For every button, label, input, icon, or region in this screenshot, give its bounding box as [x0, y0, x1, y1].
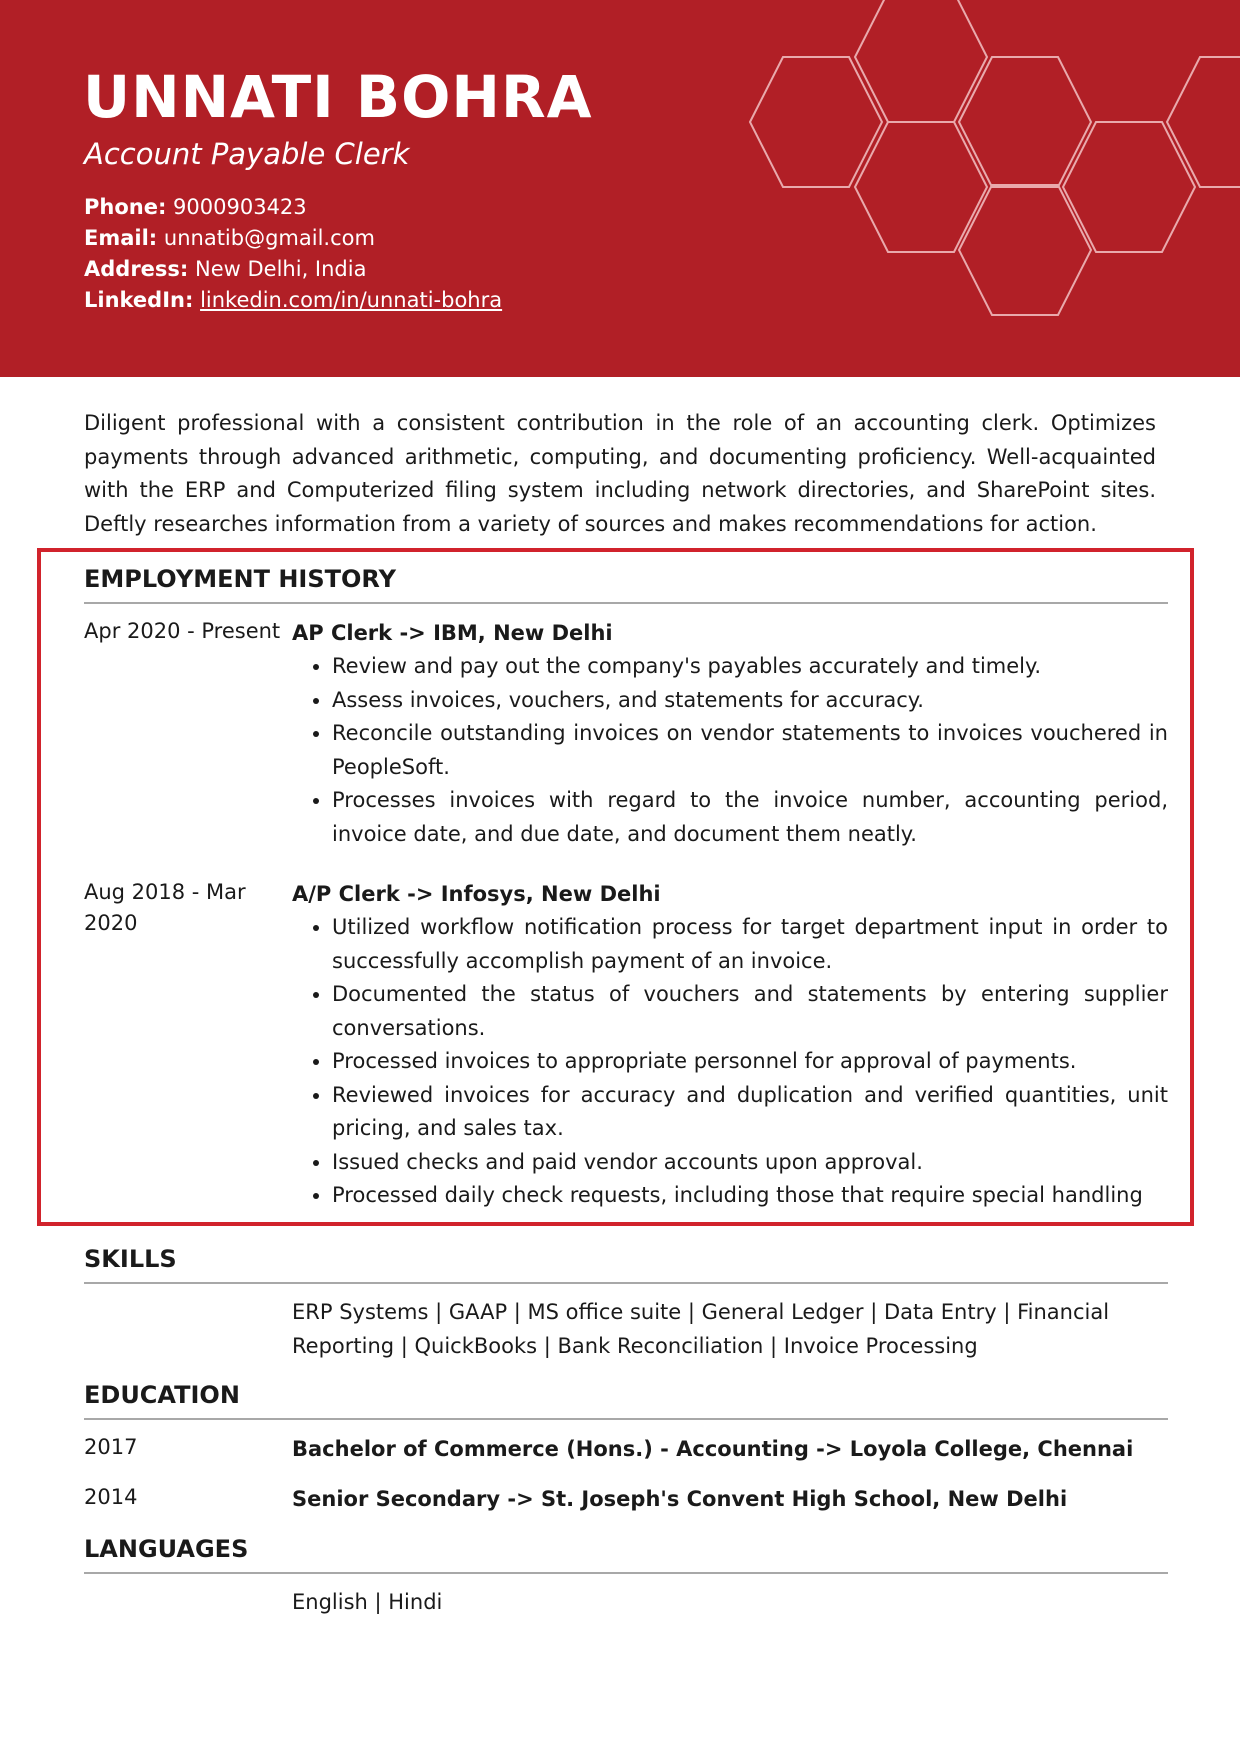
- job-dates: Apr 2020 - Present: [84, 619, 281, 643]
- job-duties-list: [292, 650, 1168, 851]
- education-degree: Senior Secondary -> St. Joseph's Convent High School, New Delhi: [292, 1487, 1068, 1511]
- skills-row: [84, 1296, 1168, 1363]
- languages-row: [84, 1586, 1168, 1620]
- email-label: Email:: [84, 226, 158, 250]
- phone-value: 9000903423: [173, 195, 307, 219]
- contact-phone: [84, 192, 502, 223]
- phone-label: Phone:: [84, 195, 167, 219]
- education-entry: [84, 1482, 1168, 1516]
- languages-section: [84, 1532, 1168, 1620]
- list-item: • Processed invoices to appropriate personnel for approval of payments.: [332, 1045, 1168, 1079]
- contact-email: [84, 223, 502, 254]
- profile-summary: Diligent professional with a consistent contribution in the role of an accounting clerk. Optimizes payments through advanced arithmetic, computing, and documenting proficiency. Well-acquainted with the ERP and Computerized filing system including network directories, and SharePoint sites. Deftly researches information from a variety of sources and makes recommendations for action.: [84, 411, 1156, 536]
- contact-info: [84, 192, 502, 316]
- job-title-company: AP Clerk -> IBM, New Delhi: [292, 621, 613, 645]
- list-item: • Issued checks and paid vendor accounts upon approval.: [332, 1146, 1168, 1180]
- employment-heading: EMPLOYMENT HISTORY: [84, 562, 1168, 604]
- skills-heading: SKILLS: [84, 1242, 1168, 1284]
- list-item: • Utilized workflow notification process for target department input in order to successfully accomplish payment of an invoice.: [332, 911, 1168, 978]
- resume-header: [0, 0, 1240, 377]
- job-title: Account Payable Clerk: [84, 137, 410, 171]
- job-entry: [84, 616, 1168, 851]
- list-item: • Processes invoices with regard to the invoice number, accounting period, invoice date, and due date, and document them neatly.: [332, 784, 1168, 851]
- address-label: Address:: [84, 257, 189, 281]
- list-item: • Reviewed invoices for accuracy and duplication and verified quantities, unit pricing, and sales tax.: [332, 1079, 1168, 1146]
- education-section: [84, 1378, 1168, 1516]
- job-title-company: A/P Clerk -> Infosys, New Delhi: [292, 882, 661, 906]
- list-item: • Processed daily check requests, including those that require special handling: [332, 1179, 1168, 1213]
- education-year: 2017: [84, 1435, 138, 1459]
- linkedin-label: LinkedIn:: [84, 288, 194, 312]
- education-entry: [84, 1432, 1168, 1466]
- list-item: • Review and pay out the company's payables accurately and timely.: [332, 650, 1168, 684]
- candidate-name: UNNATI BOHRA: [83, 63, 593, 131]
- list-item: • Documented the status of vouchers and statements by entering supplier conversations.: [332, 978, 1168, 1045]
- education-heading: EDUCATION: [84, 1378, 1168, 1420]
- job-duties-list: [292, 911, 1168, 1213]
- skills-section: [84, 1242, 1168, 1363]
- education-degree: Bachelor of Commerce (Hons.) - Accounting -> Loyola College, Chennai: [292, 1437, 1134, 1461]
- job-dates: Aug 2018 - Mar 2020: [84, 880, 246, 935]
- skills-list: ERP Systems | GAAP | MS office suite | General Ledger | Data Entry | Financial Reporting | QuickBooks | Bank Reconciliation | Invoice Processing: [292, 1300, 1110, 1358]
- hexagon-pattern-icon: [740, 0, 1240, 320]
- contact-linkedin: [84, 285, 502, 316]
- linkedin-link[interactable]: linkedin.com/in/unnati-bohra: [200, 288, 503, 312]
- email-value: unnatib@gmail.com: [163, 226, 375, 250]
- employment-section: [84, 562, 1168, 1213]
- job-entry: [84, 877, 1168, 1213]
- languages-heading: LANGUAGES: [84, 1532, 1168, 1574]
- languages-list: English | Hindi: [292, 1590, 443, 1614]
- address-value: New Delhi, India: [195, 257, 367, 281]
- education-year: 2014: [84, 1485, 138, 1509]
- list-item: • Assess invoices, vouchers, and statements for accuracy.: [332, 684, 1168, 718]
- contact-address: [84, 254, 502, 285]
- list-item: • Reconcile outstanding invoices on vendor statements to invoices vouchered in PeopleSoft.: [332, 717, 1168, 784]
